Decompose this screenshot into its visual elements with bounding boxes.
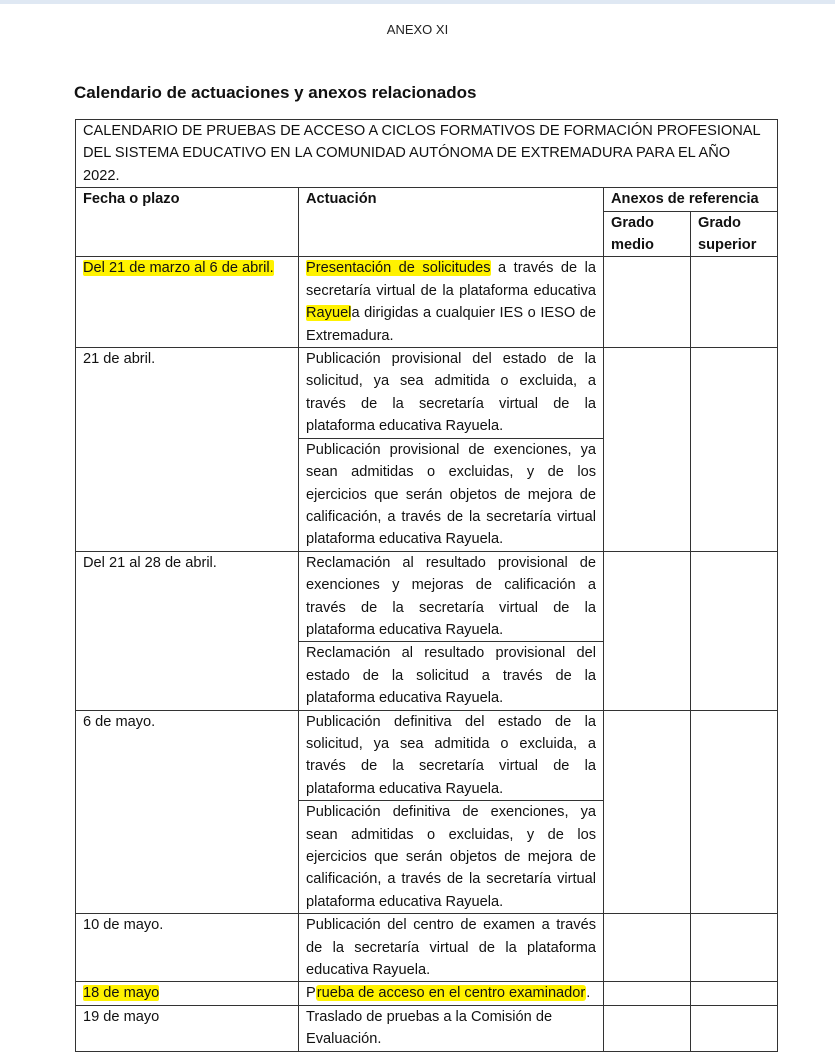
action-text: .	[586, 985, 591, 1002]
table-row	[76, 710, 778, 801]
annex-medio-cell	[604, 982, 691, 1005]
table-row	[76, 257, 778, 348]
annex-medio-cell	[604, 914, 691, 982]
highlighted-text: Presentación de solicitudes	[306, 260, 491, 277]
action-text: a través de la secretaría virtual de la plataforma educativa	[306, 260, 597, 299]
header-row-1	[76, 188, 778, 211]
row-action: Publicación definitiva del estado de la solicitud, ya sea admitida o excluida, a través de la secretaría virtual de la plataforma educativa Rayuela.	[299, 710, 604, 801]
annex-medio-cell	[604, 348, 691, 552]
table-row	[76, 982, 778, 1005]
row-date: Del 21 al 28 de abril.	[76, 551, 299, 710]
row-date: 21 de abril.	[76, 348, 299, 552]
annex-medio-cell	[604, 551, 691, 710]
section-title: Calendario de actuaciones y anexos relacionados	[74, 83, 477, 102]
annex-superior-cell	[691, 982, 778, 1005]
row-action	[299, 257, 604, 348]
table-row	[76, 1005, 778, 1051]
table-intro: CALENDARIO DE PRUEBAS DE ACCESO A CICLOS FORMATIVOS DE FORMACIÓN PROFESIONAL DEL SISTEMA EDUCATIVO EN LA COMUNIDAD AUTÓNOMA DE EXTREMADURA PARA EL AÑO 2022.	[76, 120, 778, 188]
annex-medio-cell	[604, 257, 691, 348]
table-row	[76, 914, 778, 982]
action-text: a dirigidas a cualquier IES o IESO de Extremadura.	[306, 305, 596, 344]
row-date: 10 de mayo.	[76, 914, 299, 982]
row-action	[299, 982, 604, 1005]
intro-row	[76, 120, 778, 188]
row-date: 19 de mayo	[76, 1005, 299, 1051]
header-action: Actuación	[299, 188, 604, 257]
highlighted-date: 18 de mayo	[83, 985, 160, 1002]
row-date	[76, 982, 299, 1005]
annex-superior-cell	[691, 914, 778, 982]
row-action: Traslado de pruebas a la Comisión de Evaluación.	[299, 1005, 604, 1051]
row-action: Publicación provisional del estado de la solicitud, ya sea admitida o excluida, a través de la secretaría virtual de la plataforma educativa Rayuela.	[299, 348, 604, 439]
row-action: Reclamación al resultado provisional de exenciones y mejoras de calificación a través de la secretaría virtual de la plataforma educativa Rayuela.	[299, 551, 604, 642]
header-grado-medio: Grado medio	[604, 211, 691, 257]
table-row	[76, 348, 778, 439]
row-action: Publicación definitiva de exenciones, ya sean admitidas o excluidas, y de los ejercicios que serán objetos de mejora de calificación, a través de la secretaría virtual plataforma educativa Rayuela.	[299, 801, 604, 914]
table-row	[76, 551, 778, 642]
annex-superior-cell	[691, 1005, 778, 1051]
row-action: Publicación provisional de exenciones, ya sean admitidas o excluidas, y de los ejercicios que serán objetos de mejora de calificación, a través de la secretaría virtual plataforma educativa Rayuela.	[299, 438, 604, 551]
annex-superior-cell	[691, 551, 778, 710]
row-date	[76, 257, 299, 348]
header-date: Fecha o plazo	[76, 188, 299, 257]
calendar-table	[75, 119, 778, 1052]
annex-label: ANEXO XI	[386, 22, 449, 37]
highlighted-date: Del 21 de marzo al 6 de abril.	[83, 260, 274, 277]
top-band	[0, 0, 835, 4]
highlighted-text: Rayuel	[306, 305, 352, 322]
header-annexes: Anexos de referencia	[604, 188, 778, 211]
highlighted-text: rueba de acceso en el centro examinador	[316, 985, 586, 1002]
annex-superior-cell	[691, 710, 778, 914]
row-action: Publicación del centro de examen a través de la secretaría virtual de la plataforma educativa Rayuela.	[299, 914, 604, 982]
annex-superior-cell	[691, 348, 778, 552]
header-grado-superior: Grado superior	[691, 211, 778, 257]
annex-superior-cell	[691, 257, 778, 348]
annex-medio-cell	[604, 1005, 691, 1051]
row-action: Reclamación al resultado provisional del estado de la solicitud a través de la plataforma educativa Rayuela.	[299, 642, 604, 710]
action-text: P	[306, 985, 316, 1002]
row-date: 6 de mayo.	[76, 710, 299, 914]
annex-medio-cell	[604, 710, 691, 914]
